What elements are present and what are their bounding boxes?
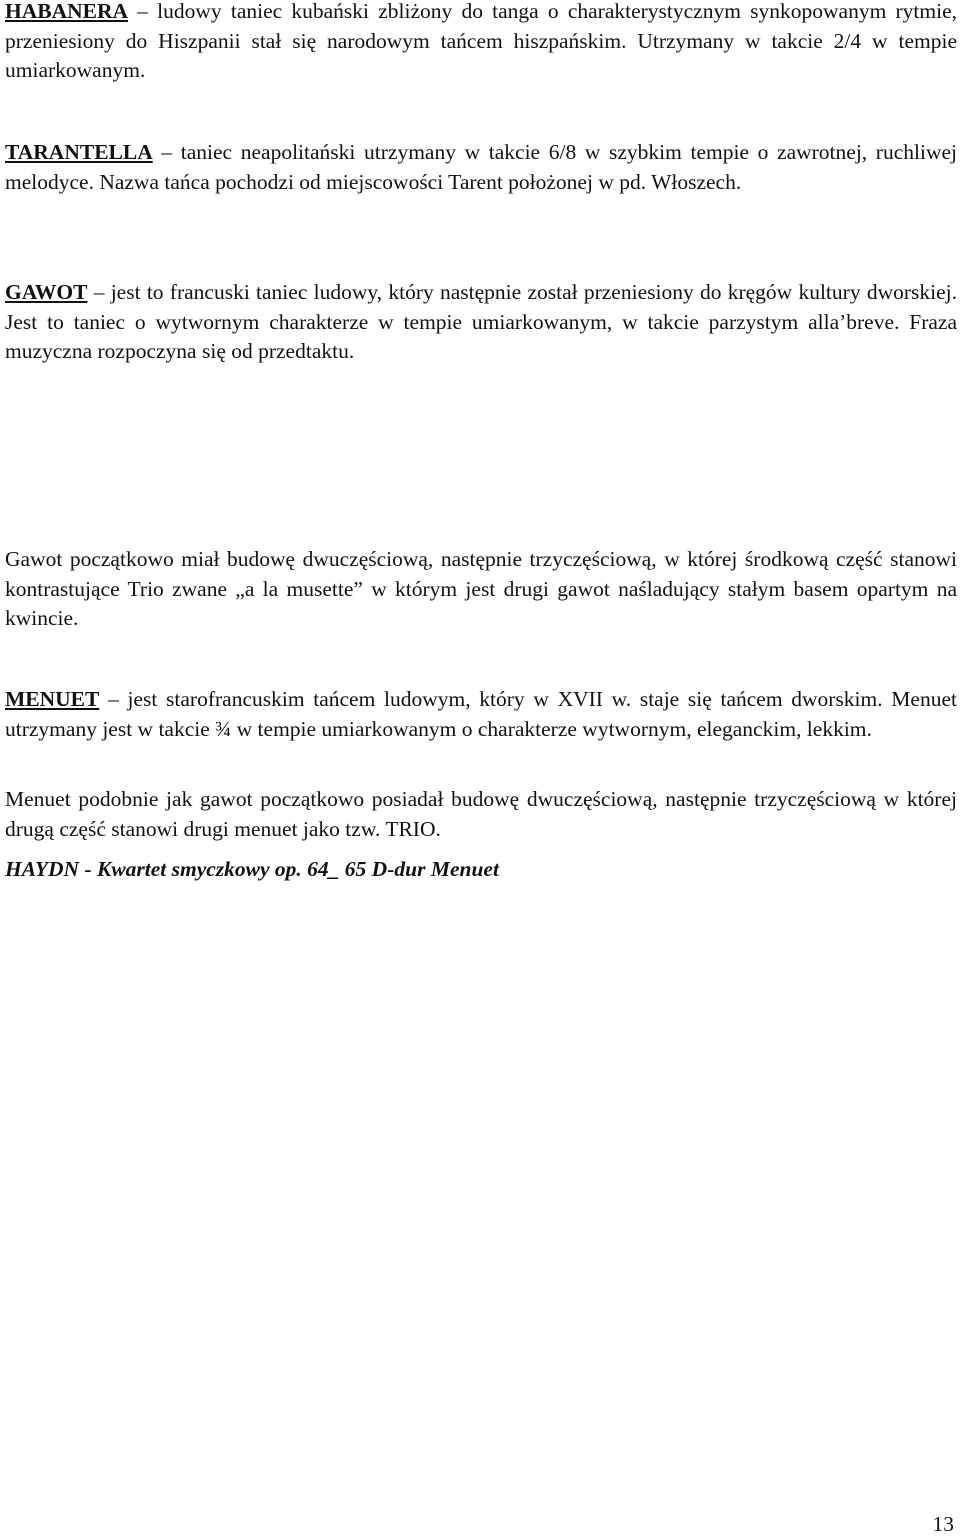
paragraph-menuet-form: Menuet podobnie jak gawot początkowo posiadał budowę dwuczęściową, następnie trzyczęściową w której drugą część stanowi drugi menuet jako tzw. TRIO. [5,787,957,841]
term-habanera: HABANERA [5,0,129,23]
paragraph-habanera [5,0,957,86]
menuet-definition: – jest starofrancuskim tańcem ludowym, który w XVII w. staje się tańcem dworskim. Menuet utrzymany jest w takcie ¾ w tempie umiarkowanym o charakterze wytwornym, eleganckim, lekkim. [5,687,957,741]
term-tarantella: TARANTELLA [5,140,153,164]
page-number: 13 [932,1512,954,1536]
paragraph-gawot-form: Gawot początkowo miał budowę dwuczęściową, następnie trzyczęściową, w której środkową część stanowi kontrastujące Trio zwane „a la musette” w którym jest drugi gawot naśladujący stałym basem opartym na kwincie. [5,547,957,630]
example-heading: HAYDN - Kwartet smyczkowy op. 64_ 65 D-dur Menuet [5,857,499,881]
habanera-definition: – ludowy taniec kubański zbliżony do tanga o charakterystycznym synkopowanym rytmie, przeniesiony do Hiszpanii stał się narodowym tańcem hiszpańskim. Utrzymany w takcie 2/4 w tempie umiarkowanym. [5,0,957,82]
term-gawot: GAWOT [5,280,88,304]
paragraph-gawot [5,278,957,367]
tarantella-definition: – taniec neapolitański utrzymany w takcie 6/8 w szybkim tempie o zawrotnej, ruchliwej melodyce. Nazwa tańca pochodzi od miejscowości Tarent położonej w pd. Włoszech. [5,140,957,194]
paragraph-tarantella [5,138,957,197]
paragraph-menuet [5,685,957,744]
term-menuet: MENUET [5,687,100,711]
gawot-definition: – jest to francuski taniec ludowy, który następnie został przeniesiony do kręgów kultury dworskiej. Jest to taniec o wytwornym charakterze w tempie umiarkowanym, w takcie parzystym alla’breve. Fraza muzyczna rozpoczyna się od przedtaktu. [5,280,957,363]
